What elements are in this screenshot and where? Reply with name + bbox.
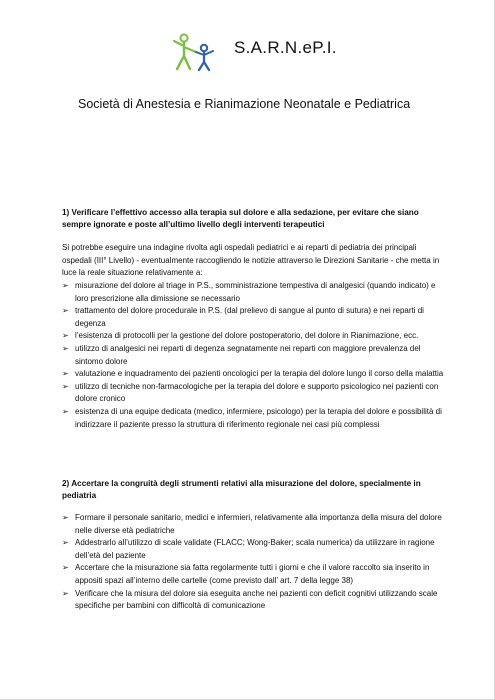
list-item: ➢ esistenza di una equipe dedicata (medico, infermiere, psicologo) per la terapia del dolore e possibilità di indirizzare il paziente presso la struttura di riferimento regionale nei casi più complessi — [62, 406, 442, 429]
arrowhead-bullet-icon: ➢ — [62, 563, 69, 573]
list-item: ➢ Formare il personale sanitario, medici e infermieri, relativamente alla importanza della misura del dolore nelle diverse età pediatriche — [62, 513, 442, 535]
list-item: ➢ l’esistenza di protocolli per la gestione del dolore postoperatorio, del dolore in Rianimazione, ecc. — [62, 330, 447, 343]
arrowhead-bullet-icon: ➢ — [62, 369, 69, 379]
section-2-list — [62, 512, 447, 613]
list-item: ➢ Addestrarlo all’utilizzo di scale validate (FLACC; Wong-Baker; scala numerica) da utilizzare in ragione dell’età del paziente — [62, 538, 435, 560]
children-holding-hands-logo-icon — [170, 32, 218, 72]
arrowhead-bullet-icon: ➢ — [62, 406, 69, 416]
organization-abbreviation: S.A.R.N.eP.I. — [234, 38, 337, 57]
list-item: ➢ utilizzo di tecniche non-farmacologiche per la terapia del dolore e supporto psicologico nei pazienti con dolore cronico — [62, 381, 439, 404]
list-item: ➢ trattamento del dolore procedurale in P.S. (dal prelievo di sangue al punto di sutura) e nei reparti di degenza — [62, 306, 424, 328]
list-item: ➢ valutazione e inquadramento dei pazienti oncologici per la terapia del dolore lungo il corso della malattia — [62, 368, 447, 381]
arrowhead-bullet-icon: ➢ — [62, 381, 69, 391]
list-item: ➢ misurazione del dolore al triage in P.S., somministrazione tempestiva di analgesici (quando indicato) e loro prescrizione alla dimissione se necessario — [62, 281, 436, 303]
list-item: ➢ utilizzo di analgesici nei reparti di degenza segnatamente nei reparti con maggiore prevalenza del sintomo dolore — [62, 343, 421, 366]
list-item: ➢ Verificare che la misura del dolore sia eseguita anche nei pazienti con deficit cognitivi utilizzando scale specifiche per bambini con difficoltà di comunicazione — [62, 588, 438, 611]
section-2-title: 2) Accertare la congruità degli strumenti relativi alla misurazione del dolore, specialmente in pediatria — [62, 479, 421, 500]
arrowhead-bullet-icon: ➢ — [62, 538, 69, 548]
organization-full-name: Società di Anestesia e Rianimazione Neonatale e Pediatrica — [78, 97, 411, 111]
logo — [170, 32, 218, 72]
arrowhead-bullet-icon: ➢ — [62, 343, 69, 353]
arrowhead-bullet-icon: ➢ — [62, 513, 69, 522]
arrowhead-bullet-icon: ➢ — [62, 588, 69, 598]
arrowhead-bullet-icon: ➢ — [62, 281, 69, 290]
arrowhead-bullet-icon: ➢ — [62, 306, 69, 316]
arrowhead-bullet-icon: ➢ — [62, 331, 69, 341]
section-1-intro: Si potrebbe eseguire una indagine rivolta agli ospedali pediatrici e ai reparti di pediatria dei principali ospedali (III° Livello) - eventualmente raccogliendo le notizie attraverso le Direzioni Sanitarie - che metta in luce la reale situazione relativamente a: — [62, 243, 440, 278]
list-item: ➢ Accertare che la misurazione sia fatta regolarmente tutti i giorni e che il valore raccolto sia inserito in appositi spazi all’interno delle cartelle (come previsto dall’ art. 7 della legge 38) — [62, 563, 430, 585]
section-1-list — [62, 280, 447, 431]
section-1-title: 1) Verificare l’effettivo accesso alla terapia sul dolore e alla sedazione, per evitare che siano sempre ignorate e poste all’ultimo livello degli interventi terapeutici — [62, 208, 419, 229]
